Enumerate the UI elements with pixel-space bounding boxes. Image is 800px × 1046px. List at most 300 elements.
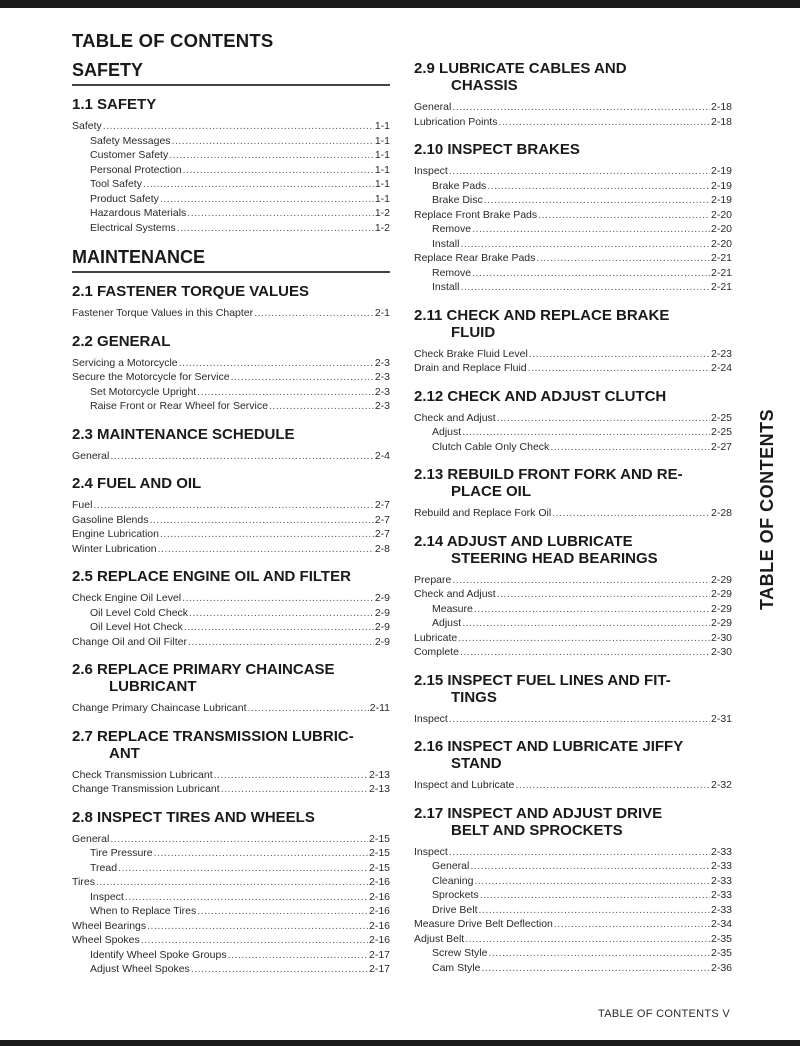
chapter-heading[interactable]	[72, 475, 390, 492]
toc-entry[interactable]	[72, 306, 390, 321]
entry-label: Tread	[90, 861, 118, 874]
entry-label: Rebuild and Replace Fork Oil	[414, 507, 552, 519]
side-tab-label: TABLE OF CONTENTS	[757, 408, 777, 610]
page-number: 1-1	[374, 178, 390, 190]
chapter-heading[interactable]	[414, 307, 732, 341]
entry-label: Electrical Systems	[90, 221, 176, 234]
entry-label: Adjust Belt	[414, 932, 465, 945]
toc-entry[interactable]	[72, 919, 390, 934]
heading-number: 2.6	[72, 661, 93, 678]
dot-leader	[147, 919, 368, 934]
dot-leader	[183, 163, 374, 178]
page-number: 2-19	[710, 165, 732, 177]
heading-title-continued: FLUID	[451, 323, 496, 341]
toc-entry[interactable]	[72, 527, 390, 542]
dot-leader	[472, 266, 710, 281]
top-edge-bar	[0, 0, 800, 8]
toc-subentry[interactable]	[414, 179, 732, 194]
dot-leader	[529, 347, 710, 362]
toc-subentry[interactable]	[414, 193, 732, 208]
page-number: 2-36	[710, 961, 732, 974]
entry-label: Install	[432, 281, 460, 293]
toc-entry[interactable]	[72, 782, 390, 797]
toc-subentry[interactable]	[72, 148, 390, 163]
toc-entry[interactable]	[414, 917, 732, 932]
toc-subentry[interactable]	[414, 440, 732, 455]
dot-leader	[169, 148, 374, 163]
page-number: 2-17	[368, 948, 390, 961]
dot-leader	[479, 903, 710, 918]
page-number: 2-11	[369, 702, 390, 714]
entry-label: Remove	[432, 266, 472, 279]
page-number: 2-30	[710, 646, 732, 658]
page-number: 2-7	[374, 528, 390, 540]
heading-number: 2.10	[414, 141, 444, 158]
page-number: 2-16	[368, 919, 390, 932]
entry-label: Screw Style	[432, 947, 488, 959]
toc-subentry[interactable]	[72, 192, 390, 207]
page-number: 2-19	[710, 194, 732, 206]
page-number: 2-21	[710, 281, 732, 293]
toc-subentry[interactable]	[414, 616, 732, 631]
dot-leader	[110, 449, 373, 464]
dot-leader	[497, 411, 710, 426]
dot-leader	[488, 946, 710, 961]
bottom-edge-bar	[0, 1040, 800, 1046]
dot-leader	[474, 602, 710, 617]
section-title: SAFETY	[72, 58, 390, 86]
page-number: 2-1	[374, 307, 390, 319]
toc-subentry[interactable]	[72, 177, 390, 192]
toc-subentry[interactable]	[72, 904, 390, 919]
entry-label: Check Transmission Lubricant	[72, 768, 213, 781]
page-number: 1-1	[374, 120, 390, 132]
page-number: 2-25	[710, 411, 732, 424]
heading-title: FUEL AND OIL	[97, 475, 202, 492]
dot-leader	[179, 356, 374, 371]
entry-label: General	[414, 101, 452, 113]
heading-number: 1.1	[72, 96, 93, 113]
dot-leader	[480, 888, 710, 903]
toc-subentry[interactable]	[72, 962, 390, 977]
toc-entry[interactable]	[414, 506, 732, 521]
page-number: 2-15	[368, 832, 390, 845]
toc-entry[interactable]	[72, 635, 390, 650]
entry-label: Lubrication Points	[414, 115, 498, 128]
entry-label: Lubricate	[414, 631, 458, 644]
entry-label: Check and Adjust	[414, 588, 496, 600]
page-number: 2-7	[374, 499, 390, 511]
dot-leader	[462, 425, 710, 440]
dot-leader	[160, 192, 374, 207]
chapter-heading[interactable]	[72, 728, 390, 762]
page-number: 2-3	[374, 371, 390, 383]
toc-entry[interactable]	[414, 573, 732, 588]
page-number: 2-34	[710, 918, 732, 930]
dot-leader	[177, 221, 374, 236]
toc-subentry[interactable]	[72, 385, 390, 400]
entry-label: General	[432, 860, 470, 872]
chapter-heading[interactable]	[414, 533, 732, 567]
chapter-heading[interactable]	[72, 809, 390, 826]
entry-label: When to Replace Tires	[90, 905, 197, 917]
heading-title: LUBRICATE CABLES AND	[439, 60, 627, 77]
page-number: 1-1	[374, 163, 390, 176]
entry-label: Set Motorcycle Upright	[90, 385, 197, 398]
toc-entry[interactable]	[72, 119, 390, 134]
dot-leader	[110, 832, 368, 847]
page-number: 1-2	[374, 207, 390, 219]
entry-label: Adjust Wheel Spokes	[90, 963, 190, 975]
heading-title: FASTENER TORQUE VALUES	[97, 283, 310, 300]
entry-label: Adjust	[432, 617, 462, 629]
entry-label: Cleaning	[432, 874, 474, 887]
page-number: 2-33	[710, 845, 732, 858]
toc-entry[interactable]	[72, 875, 390, 890]
toc-subentry[interactable]	[414, 266, 732, 281]
toc-subentry[interactable]	[72, 206, 390, 221]
page-number: 2-27	[710, 440, 732, 453]
toc-entry[interactable]	[72, 768, 390, 783]
toc-subentry[interactable]	[414, 602, 732, 617]
heading-number: 2.4	[72, 475, 93, 492]
heading-title-continued: PLACE OIL	[451, 483, 532, 500]
entry-label: Replace Rear Brake Pads	[414, 252, 536, 264]
entry-label: Product Safety	[90, 192, 159, 205]
heading-title: CHECK AND ADJUST CLUTCH	[447, 387, 667, 405]
page-number: 2-20	[710, 208, 732, 221]
dot-leader	[187, 206, 374, 221]
toc-entry[interactable]	[414, 347, 732, 362]
dot-leader	[228, 948, 368, 963]
toc-entry[interactable]	[414, 115, 732, 130]
heading-title-continued: TINGS	[451, 688, 497, 706]
toc-entry[interactable]	[72, 591, 390, 606]
entry-label: Inspect	[414, 165, 448, 177]
page-number: 1-2	[374, 221, 390, 234]
heading-title: ADJUST AND LUBRICATE	[446, 532, 633, 550]
page-number: 1-1	[374, 192, 390, 205]
toc-entry[interactable]	[72, 542, 390, 557]
page-number: 2-8	[374, 542, 390, 555]
toc-entry[interactable]	[72, 370, 390, 385]
entry-label: Cam Style	[432, 961, 481, 974]
dot-leader	[103, 119, 374, 134]
entry-label: Servicing a Motorcycle	[72, 356, 178, 369]
toc-subentry[interactable]	[72, 948, 390, 963]
dot-leader	[254, 306, 374, 321]
page-number: 2-3	[374, 400, 390, 412]
heading-title-continued: ANT	[109, 744, 140, 762]
heading-title: INSPECT TIRES AND WHEELS	[97, 808, 315, 826]
entry-label: Identify Wheel Spoke Groups	[90, 948, 227, 961]
toc-entry[interactable]	[72, 449, 390, 464]
chapter-heading[interactable]	[72, 426, 390, 443]
toc-subentry[interactable]	[72, 163, 390, 178]
dot-leader	[231, 370, 374, 385]
toc-entry[interactable]	[414, 411, 732, 426]
toc-subentry[interactable]	[414, 222, 732, 237]
page-number: 2-9	[374, 635, 390, 648]
dot-leader	[462, 616, 710, 631]
entry-label: Drain and Replace Fluid	[414, 362, 527, 374]
heading-title: SAFETY	[97, 96, 157, 113]
heading-title: INSPECT AND LUBRICATE JIFFY	[447, 738, 684, 755]
heading-title: REBUILD FRONT FORK AND RE-	[447, 466, 683, 483]
chapter-heading[interactable]	[414, 672, 732, 706]
heading-title-continued: STAND	[451, 755, 502, 772]
entry-label: Tool Safety	[90, 178, 142, 190]
dot-leader	[154, 846, 368, 861]
entry-label: Inspect	[414, 712, 448, 725]
heading-title-continued: CHASSIS	[451, 77, 518, 94]
chapter-heading[interactable]	[414, 738, 732, 772]
entry-label: Change Oil and Oil Filter	[72, 635, 187, 648]
heading-number: 2.3	[72, 425, 93, 443]
page-number: 2-33	[710, 903, 732, 916]
page-number: 2-9	[374, 621, 390, 633]
dot-leader	[269, 399, 374, 414]
page-number: 1-1	[374, 134, 390, 147]
dot-leader	[449, 164, 710, 179]
toc-subentry[interactable]	[414, 961, 732, 976]
chapter-heading[interactable]	[72, 568, 390, 585]
chapter-heading[interactable]	[414, 388, 732, 405]
toc-entry[interactable]	[414, 100, 732, 115]
entry-label: Wheel Bearings	[72, 919, 147, 932]
dot-leader	[528, 361, 710, 376]
heading-title: REPLACE ENGINE OIL AND FILTER	[97, 568, 351, 585]
page-number: 2-17	[368, 963, 390, 975]
dot-leader	[449, 845, 710, 860]
dot-leader	[189, 606, 374, 621]
heading-title-continued: STEERING HEAD BEARINGS	[451, 549, 658, 567]
dot-leader	[143, 177, 374, 192]
toc-subentry[interactable]	[414, 946, 732, 961]
toc-entry[interactable]	[72, 933, 390, 948]
dot-leader	[515, 778, 710, 793]
toc-subentry[interactable]	[72, 399, 390, 414]
chapter-heading[interactable]	[414, 141, 732, 158]
toc-subentry[interactable]	[72, 846, 390, 861]
toc-entry[interactable]	[414, 251, 732, 266]
entry-label: Safety Messages	[90, 134, 171, 147]
entry-label: Install	[432, 237, 460, 250]
chapter-heading[interactable]	[72, 333, 390, 350]
page-number: 2-15	[368, 861, 390, 874]
heading-number: 2.14	[414, 532, 444, 550]
toc-subentry[interactable]	[414, 425, 732, 440]
toc-entry[interactable]	[414, 845, 732, 860]
toc-subentry[interactable]	[414, 237, 732, 252]
entry-label: Measure Drive Belt Deflection	[414, 918, 553, 930]
page-number: 2-21	[710, 266, 732, 279]
page-number: 2-9	[374, 592, 390, 604]
dot-leader	[498, 115, 710, 130]
toc-subentry[interactable]	[414, 280, 732, 295]
entry-label: Brake Disc	[432, 194, 483, 206]
entry-label: Oil Level Hot Check	[90, 621, 183, 633]
chapter-heading[interactable]	[414, 805, 732, 839]
dot-leader	[538, 208, 710, 223]
entry-label: Personal Protection	[90, 163, 182, 176]
page-number: 2-23	[710, 347, 732, 360]
dot-leader	[452, 100, 710, 115]
page-number: 2-29	[710, 617, 732, 629]
toc-subentry[interactable]	[414, 888, 732, 903]
entry-label: Tires	[72, 876, 95, 888]
entry-label: Replace Front Brake Pads	[414, 208, 538, 221]
dot-leader	[481, 961, 710, 976]
dot-leader	[458, 631, 710, 646]
page-number: 2-28	[710, 507, 732, 519]
page-footer: TABLE OF CONTENTS V	[598, 1008, 731, 1020]
entry-label: Raise Front or Rear Wheel for Service	[90, 400, 268, 412]
entry-label: Customer Safety	[90, 149, 169, 161]
page-title: TABLE OF CONTENTS	[72, 30, 274, 51]
entry-label: Change Transmission Lubricant	[72, 783, 220, 795]
entry-label: Check Brake Fluid Level	[414, 347, 528, 360]
toc-subentry[interactable]	[414, 903, 732, 918]
entry-label: Check Engine Oil Level	[72, 592, 182, 604]
dot-leader	[460, 280, 710, 295]
dot-leader	[470, 859, 710, 874]
chapter-heading[interactable]	[72, 661, 390, 695]
chapter-heading[interactable]	[414, 60, 732, 94]
entry-label: Complete	[414, 646, 459, 658]
toc-entry[interactable]	[414, 208, 732, 223]
page-number: 2-33	[710, 889, 732, 901]
chapter-heading[interactable]	[72, 96, 390, 113]
toc-entry[interactable]	[72, 701, 390, 716]
entry-label: Inspect and Lubricate	[414, 779, 515, 791]
dot-leader	[474, 874, 710, 889]
dot-leader	[221, 782, 368, 797]
page-number: 2-32	[710, 779, 732, 791]
heading-number: 2.13	[414, 466, 444, 483]
entry-label: Fastener Torque Values in this Chapter	[72, 307, 254, 319]
dot-leader	[452, 573, 710, 588]
dot-leader	[160, 527, 374, 542]
dot-leader	[554, 917, 710, 932]
dot-leader	[141, 933, 368, 948]
toc-subentry[interactable]	[72, 221, 390, 236]
heading-title: CHECK AND REPLACE BRAKE	[446, 306, 670, 324]
toc-entry[interactable]	[414, 932, 732, 947]
entry-label: Winter Lubrication	[72, 542, 157, 555]
toc-entry[interactable]	[414, 712, 732, 727]
dot-leader	[93, 498, 373, 513]
dot-leader	[465, 932, 710, 947]
toc-entry[interactable]	[414, 587, 732, 602]
page-number: 2-21	[710, 252, 732, 264]
dot-leader	[172, 134, 374, 149]
page-number: 2-29	[710, 588, 732, 600]
page-number: 2-18	[710, 101, 732, 113]
toc-entry[interactable]	[72, 832, 390, 847]
page-number: 2-30	[710, 631, 732, 644]
page-number: 2-29	[710, 602, 732, 615]
chapter-heading[interactable]	[414, 466, 732, 500]
heading-title: REPLACE PRIMARY CHAINCASE	[97, 661, 335, 678]
entry-label: Wheel Spokes	[72, 934, 140, 946]
page-number: 2-16	[368, 876, 390, 888]
dot-leader	[125, 890, 368, 905]
page-number: 2-25	[710, 426, 732, 438]
entry-label: Inspect	[90, 890, 124, 903]
toc-subentry[interactable]	[72, 890, 390, 905]
dot-leader	[449, 712, 710, 727]
dot-leader	[149, 513, 373, 528]
toc-entry[interactable]	[414, 631, 732, 646]
toc-subentry[interactable]	[72, 606, 390, 621]
toc-entry[interactable]	[72, 513, 390, 528]
dot-leader	[552, 506, 710, 521]
dot-leader	[248, 701, 369, 716]
chapter-heading[interactable]	[72, 283, 390, 300]
dot-leader	[472, 222, 710, 237]
page-number: 2-13	[368, 783, 390, 795]
page-number: 2-24	[710, 362, 732, 374]
toc-subentry[interactable]	[72, 861, 390, 876]
page-number: 2-33	[710, 860, 732, 872]
entry-label: Engine Lubrication	[72, 528, 159, 540]
toc-left-column	[72, 58, 390, 977]
dot-leader	[191, 962, 368, 977]
dot-leader	[158, 542, 374, 557]
heading-number: 2.1	[72, 283, 93, 300]
dot-leader	[197, 904, 368, 919]
entry-label: Sprockets	[432, 889, 479, 901]
heading-title-continued: BELT AND SPROCKETS	[451, 821, 623, 839]
page-number: 2-9	[374, 606, 390, 619]
heading-number: 2.7	[72, 727, 93, 745]
heading-number: 2.16	[414, 738, 444, 755]
page-number: 2-18	[710, 115, 732, 128]
toc-subentry[interactable]	[414, 874, 732, 889]
dot-leader	[182, 591, 374, 606]
page-number: 2-20	[710, 223, 732, 235]
heading-title: INSPECT BRAKES	[447, 141, 580, 158]
toc-subentry[interactable]	[72, 134, 390, 149]
page-number: 2-33	[710, 874, 732, 887]
toc-entry[interactable]	[414, 164, 732, 179]
page-number: 2-15	[368, 847, 390, 859]
toc-entry[interactable]	[72, 498, 390, 513]
toc-subentry[interactable]	[72, 620, 390, 635]
page-number: 2-19	[710, 179, 732, 192]
page-number: 2-16	[368, 934, 390, 946]
toc-subentry[interactable]	[414, 859, 732, 874]
toc-entry[interactable]	[414, 361, 732, 376]
page-number: 2-16	[368, 905, 390, 917]
toc-entry[interactable]	[72, 356, 390, 371]
entry-label: Prepare	[414, 573, 452, 586]
heading-number: 2.5	[72, 568, 93, 585]
heading-number: 2.2	[72, 332, 93, 350]
toc-entry[interactable]	[414, 778, 732, 793]
toc-entry[interactable]	[414, 645, 732, 660]
heading-title: INSPECT FUEL LINES AND FIT-	[447, 671, 671, 689]
page-number: 2-3	[374, 385, 390, 398]
page-number: 2-16	[368, 890, 390, 903]
dot-leader	[550, 440, 710, 455]
heading-title: INSPECT AND ADJUST DRIVE	[447, 804, 663, 822]
heading-number: 2.9	[414, 60, 435, 77]
entry-label: Hazardous Materials	[90, 207, 187, 219]
dot-leader	[460, 645, 710, 660]
page-number: 2-7	[374, 513, 390, 526]
